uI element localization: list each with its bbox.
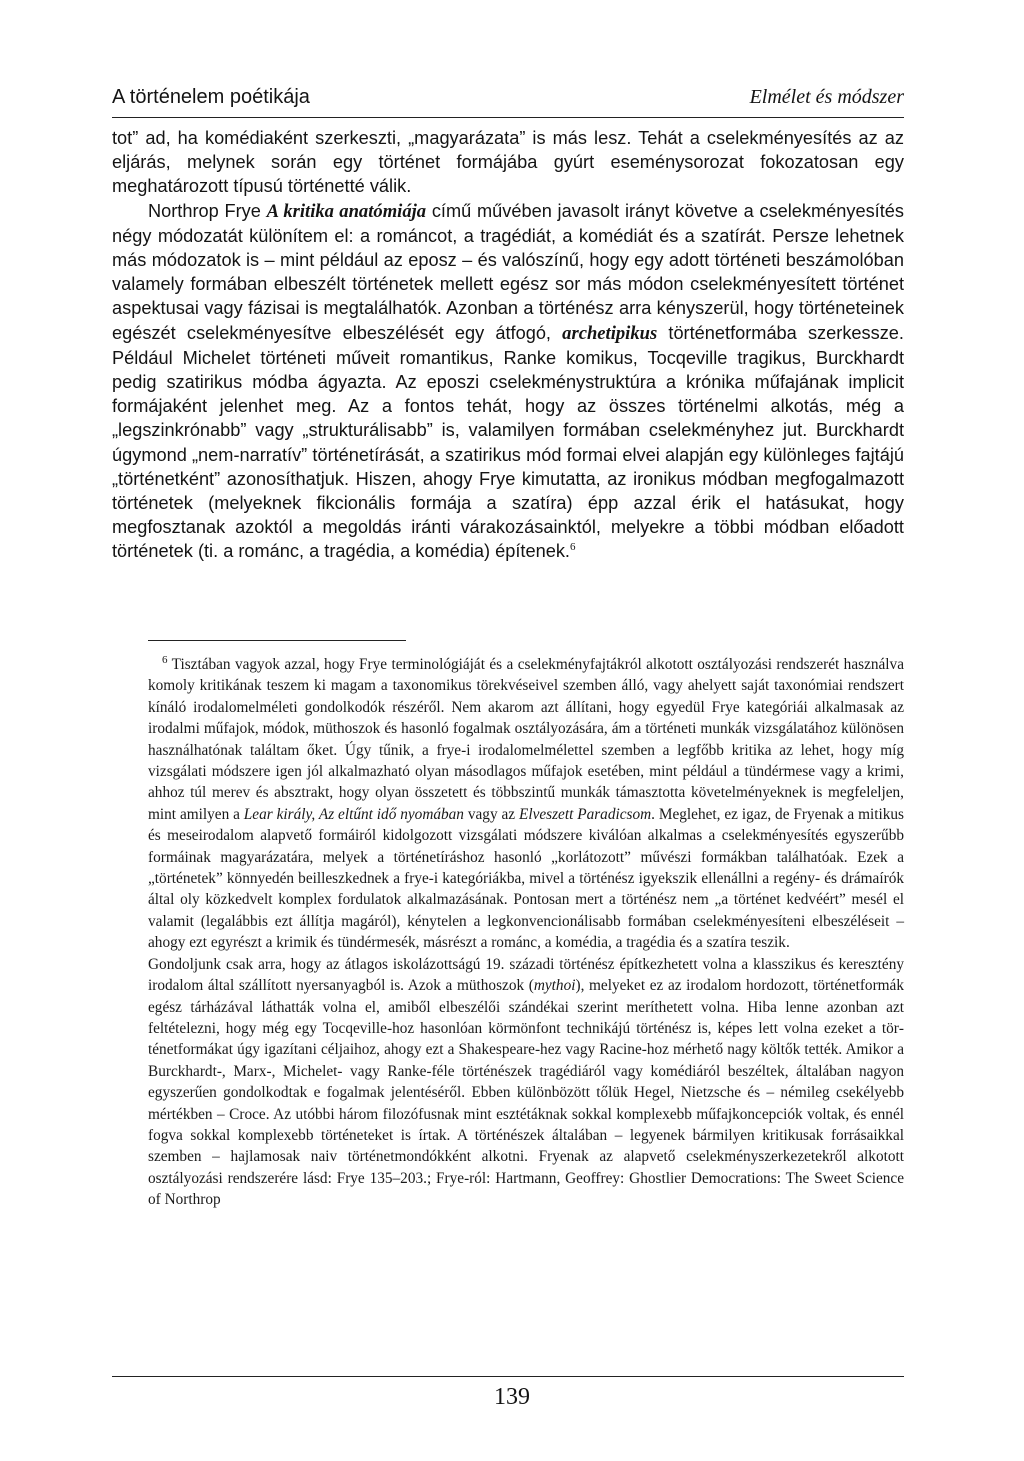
running-header: [112, 86, 904, 114]
paragraph-2-text: Northrop Frye: [148, 200, 267, 221]
footnote-separator: [148, 640, 406, 641]
footnote-text: vagy az: [463, 805, 519, 823]
footnote-text: ), melyeket ez az irodalom hordozott, történetformák egész tárházával láthatták volna el, amiből elbeszélői szándékai szerint meríthetett volna. Hiba lenne azonban azt feltételezni, hogy még egy Tocqeville-hoz hasonlóan körmönfont technikájú történész is, képes lett volna ezeket a történetformákat úgy igazítani céljaihoz, ahogy ezt a Shakespeare-hez vagy Racine-hoz mérhető nagy költők tették. Amikor a Burckhardt-, Marx-, Michelet- vagy Ranke-féle történészek tragédiáról vagy komédiáról beszéltek, általában nagyon egyszerűen gondolkodtak e fogalmak jelentéséről. Ebben különbözött tőlük Hegel, Nietzsche és – némileg csekélyebb mértékben – Croce. Az utóbbi három filozófusnak mint esztétáknak sokkal komplexebb műfajkoncepciók voltak, és ennél fogva sokkal komplexebb történeteket is írtak. A történészek általában – legyenek bármilyen kritikusak forrásaikkal szemben – hajlamosak naiv történetmondókként alkotni. Fryenak az alapvető cselekményszerkezetekről alkotott osztályozási rendszerére lásd: Frye 135–203.; Frye-ról: Hartmann, Geoffrey: Ghostlier Democrations: The Sweet Science of Northrop: [148, 977, 904, 1209]
emphasized-term: archetipikus: [562, 322, 658, 344]
footer-rule: [112, 1376, 904, 1377]
header-rule: [112, 117, 904, 118]
paragraph-1: tot” ad, ha komédiaként szerkeszti, „magyarázata” is más lesz. Tehát a cselekményesítés az az eljárás, melynek során egy történet formájába gyúrt eseménysorozat fokozatosan egy meghatározott típusú történetté válik.: [112, 128, 904, 197]
footnote-paragraph-1: [148, 654, 904, 954]
cited-work-title: Elveszett Paradicsom: [518, 805, 652, 823]
cited-work-titles: Lear király, Az eltűnt idő nyomában: [243, 805, 464, 823]
footnote-paragraph-2: [148, 954, 904, 1211]
section-title: Elmélet és módszer: [749, 86, 904, 108]
footnote-text: . Meglehet, ez igaz, de Fryenak a mitikus és meseirodalom alapvető formáiról kidolgozott vizsgálati módszere kiválóan alkalmas a cselekményesítés egyszerűbb formáinak magyarázatára, melyek a történetíráshoz hasonló „korlátozott” művészi formákban találhatóak. Ezek a „történetek” könnyedén beilleszkednek a frye-i kategóriákba, mivel a történész igyekszik ellenállni a regény- és drámaírók által oly közkedvelt komplex fordulatok alkalmazásának. Pontosan mert a történész nem „a történet kedvéért” mesél el valamit (legalábbis ezt állítja magáról), kénytelen a legkonvencionálisabb formában cselekményesíteni elbeszéléseit – ahogy ezt egyrészt a krimik és tündérmesék, másrészt a románc, a komédia, a tragédia és a szatíra teszik.: [148, 805, 904, 952]
footnote-reference[interactable]: 6: [569, 541, 576, 554]
footnote: [148, 654, 904, 1211]
footnote-text: Gondoljunk csak arra, hogy az átlagos iskolázottságú 19. századi történész építkezhetett volna a klasszikus és keresztény irodalom által szállított nyersanyagból is. Azok a müthoszok (: [148, 955, 904, 995]
footnote-text: Tisztában vagyok azzal, hogy Frye terminológiáját és a cselekményfajtákról alkotott osztályozási rendszerét használva komoly kritikának teszem ki magam a taxonomikus törekvéseivel szemben álló, vagy ahelyett saját taxonómiai rendszert kínáló irodalomelméleti gondolkodók részéről. Nem akarom azt állítani, hogy egyedül Frye kategóriái alkalmasak az irodalmi műfajok, módok, müthoszok és hasonló fogalmak osztályozására, ám a történeti munkák vizsgálatához különösen használhatónak találtam őket. Úgy tűnik, a frye-i irodalomelmélettel szemben a legfőbb kritika az lehet, hogy míg vizsgálati módszere igen jól alkalmazható olyan másodlagos műfajok esetében, mint például a tündérmese vagy a krimi, ahhoz túl merev és absztrakt, hogy olyan összetett és többszintű munkák támasztotta követelményeknek is megfeleljen, mint amilyen a: [148, 656, 904, 823]
footnote-number: 6: [162, 653, 168, 666]
emphasized-term: mythoi: [533, 977, 576, 995]
paragraph-2: [112, 199, 904, 564]
paragraph-2-text: című művében javasolt irányt követve a cselekményesítés négy módozatát különítem el: a románcot, a tragédiát, a komédiát és a szatírát. Persze lehetnek más módozatok is – mint például az eposz – és valószínű, hogy egy adott történeti beszámolóban valamely formában elbeszélt történetek mellett egész sor más módon cselekményesített történet aspektusai vagy fázisai is megtalálhatók. Azonban a történész arra kényszerül, hogy történeteinek egészét cselekményesítve elbeszélését egy átfogó,: [112, 200, 904, 343]
book-title: A történelem poétikája: [112, 86, 310, 108]
paragraph-2-text: történetformába szerkessze. Például Michelet történeti műveit romantikus, Ranke komikus, Tocqeville tragikus, Burckhardt pedig szatirikus módba ágyazta. Az eposzi cselekménystruktúra a krónika műfajának implicit formájaként jelenhet meg. Az a fontos tehát, hogy az összes történelmi alkotás, még a „legszinkrónabb” vagy „strukturálisabb” is, valamilyen formában cselekményhez jut. Burckhardt úgymond „nem-narratív” történetírását, a szatirikus mód formai elvei alapján egy különleges fajtájú „történetként” azonosíthatjuk. Hiszen, ahogy Frye kimutatta, az ironikus módban megfogalmazott történetek (melyeknek fikcionális formája a szatíra) épp azzal érik el hatásukat, hogy megfosztanak azoktól a megoldás iránti várakozásainktól, melyekre a többi módban előadott történetek (ti. a románc, a tragédia, a komédia) építenek.: [112, 322, 904, 562]
main-text: [112, 126, 904, 564]
cited-work-title: A kritika anatómiája: [266, 200, 427, 222]
page-number: 139: [494, 1384, 530, 1410]
